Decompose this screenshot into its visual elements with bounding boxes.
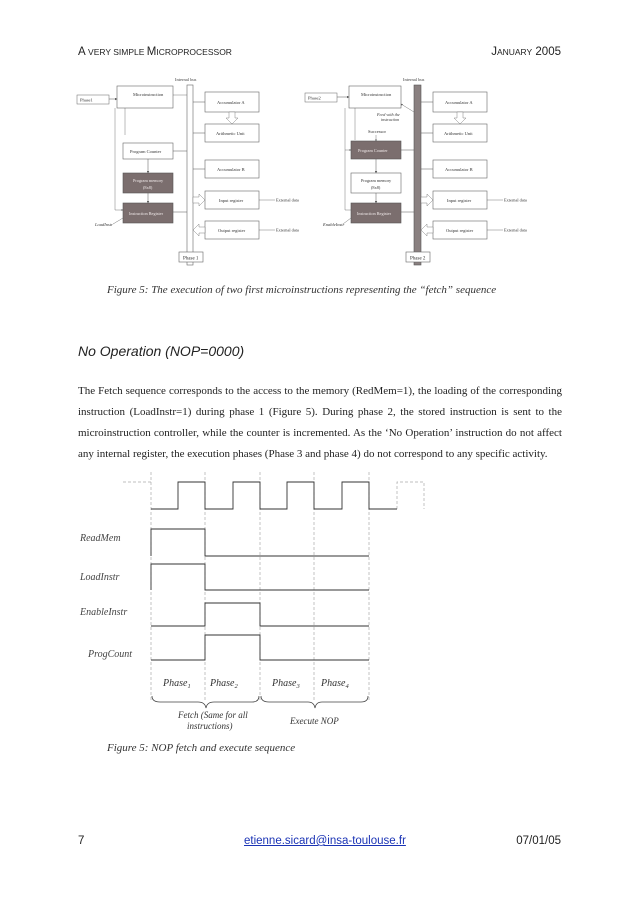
email-link[interactable]: etienne.sicard@insa-toulouse.fr [244,835,406,847]
fetch-brace [152,696,259,708]
microinstruction-label: Microinstruction [133,92,164,97]
phase-input-label: Phase2 [308,95,321,101]
program-counter-label: Program Counter [358,148,388,153]
left-diagram [77,77,299,265]
signal-label-loadinstr: LoadInstr [80,572,120,583]
loadinstr-waveform [151,564,369,590]
phase-4-timing-label: Phase$_4$ [321,678,349,690]
phase-2-label: Phase 2 [410,256,426,262]
internal-bus-label: Internal bus [403,77,425,82]
signal-label-readmem: ReadMem [80,533,121,544]
right-diagram [305,77,527,265]
alu-label: Arithmetic Unit [216,131,245,136]
instruction-register-label: Instruction Register [357,211,392,216]
internal-bus [187,85,193,265]
successor-label: Successor [368,129,386,134]
microinstruction-box [117,86,173,108]
progcount-waveform [151,635,369,660]
signal-label-enableinstr: EnableInstr [80,607,128,618]
enableinstr-waveform [151,603,369,626]
instruction-register-label: Instruction Register [129,211,164,216]
microinstruction-box [349,86,401,108]
execute-brace [261,696,368,708]
enable-instr-label: EnableInstr [323,222,345,227]
external-data-out-label: External data [504,227,527,233]
page-number: 7 [78,835,85,847]
acc-a-label: Accumulator A [217,100,245,105]
body-paragraph: The Fetch sequence corresponds to the access to the memory (RedMem=1), the loading of the corresponding instruction (LoadInstr=1) during phase 1 (Figure 5). During phase 2, the stored instruction is sent to the microinstruction controller, while the counter is incremented. As the ‘No Operation’ instruction do not affect any internal register, the execution phases (Phase 3 and phase 4) do not correspond to any specific activity. [78,385,562,460]
acc-a-label: Accumulator A [445,100,473,105]
alu-label: Arithmetic Unit [444,131,473,136]
fetch-label-line-2: instructions) [187,721,233,731]
feed-line-2: instruction [381,117,400,122]
program-memory-sub: (8x8) [143,185,153,190]
program-memory-label: Program memory [361,178,392,183]
acc-b-label: Accumulator B [445,167,473,172]
external-data-out-label: External data [276,227,299,233]
phase-1-timing-label: Phase$_1$ [163,678,191,690]
fetch-label-line-1: Fetch (Same for all [178,710,248,720]
program-memory-sub: (8x8) [371,185,381,190]
phase-3-timing-label: Phase$_3$ [272,678,300,690]
internal-bus [414,85,421,265]
phase-1-label: Phase 1 [183,256,199,262]
signal-label-progcount: ProgCount [88,649,133,660]
program-counter-label: Program Counter [130,149,162,154]
footer-date: 07/01/05 [516,835,561,847]
running-header-date: JANUARY 2005 [491,46,561,58]
figure-1-caption: Figure 5: The execution of two first microinstructions representing the “fetch” sequence [107,284,497,296]
execute-label: Execute NOP [290,716,339,726]
phase-2-timing-label: Phase$_2$ [210,678,238,690]
input-register-label: Input register [219,198,244,203]
internal-bus-label: Internal bus [175,77,197,82]
acc-b-label: Accumulator B [217,167,245,172]
fetch-block-diagrams [0,0,638,300]
feed-line-1: Feed with the [377,112,400,117]
output-register-label: Output register [446,228,474,233]
external-data-in-label: External data [276,197,299,203]
load-instr-label: LoadInstr [95,222,113,227]
program-memory-box [351,173,401,193]
output-register-label: Output register [218,228,246,233]
phase-input-label: Phase1 [80,97,93,103]
microinstruction-label: Microinstruction [361,92,392,97]
input-register-label: Input register [447,198,472,203]
section-title: No Operation (NOP=0000) [78,343,245,359]
program-memory-box [123,173,173,193]
program-memory-label: Program memory [133,178,164,183]
clock-waveform [151,482,397,509]
readmem-waveform [151,529,369,556]
figure-2-caption: Figure 5: NOP fetch and execute sequence [107,742,296,754]
running-header-title: A VERY SIMPLE MICROPROCESSOR [78,46,232,58]
external-data-in-label: External data [504,197,527,203]
